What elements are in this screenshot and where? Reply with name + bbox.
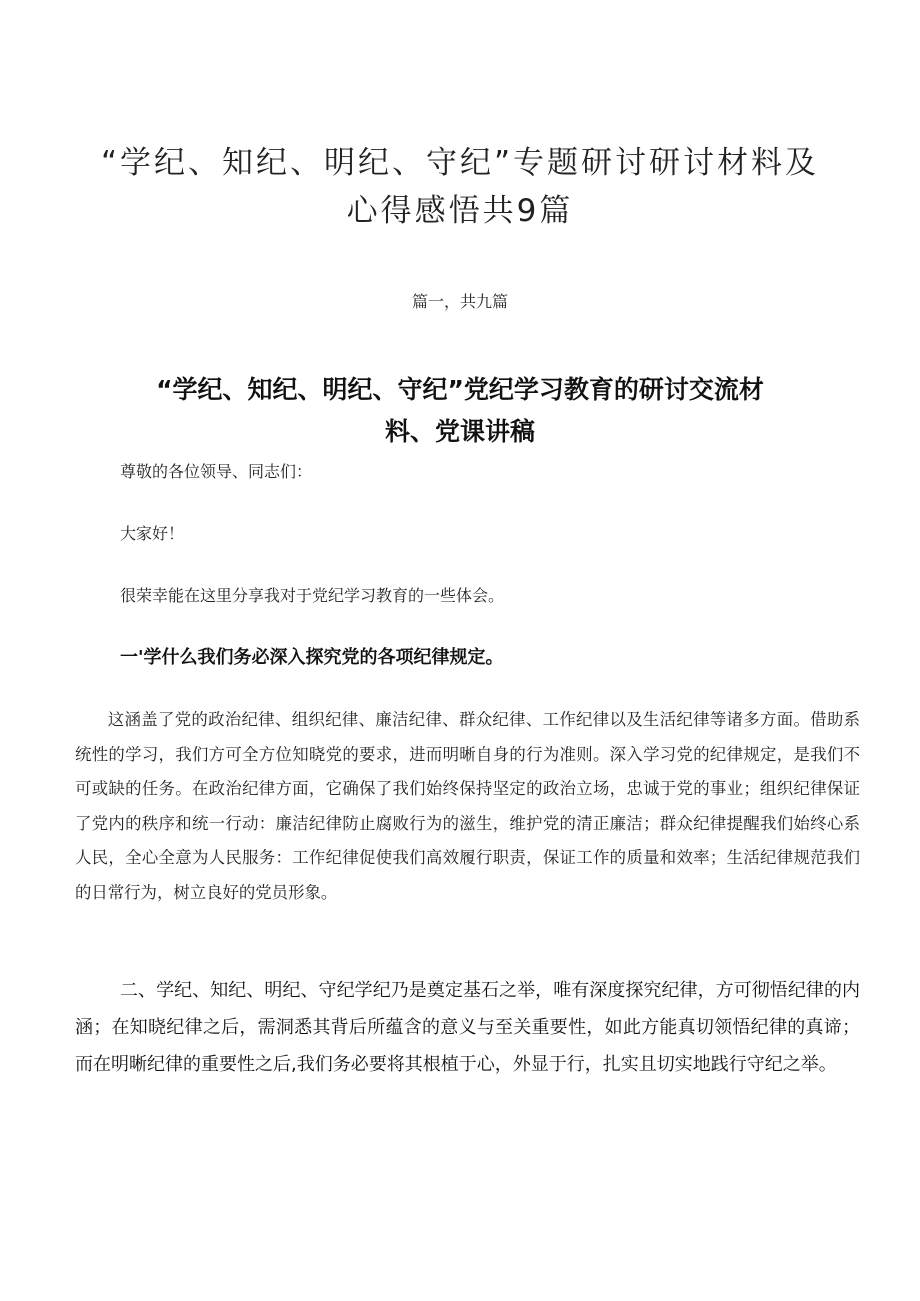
section-1-heading: 一'学什么我们务必深入探究党的各项纪律规定。	[120, 647, 504, 668]
document-title	[60, 139, 860, 235]
greeting: 大家好！	[120, 524, 185, 543]
salutation: 尊敬的各位领导、同志们：	[120, 462, 313, 481]
section-2-body: 二、学纪、知纪、明纪、守纪学纪乃是奠定基石之举，唯有深度探究纪律，方可彻悟纪律的内涵；在知晓纪律之后，需洞悉其背后所蕴含的意义与至关重要性，如此方能真切领悟纪律的真谛；而在明晰纪律的重要性之后,我们务必要将其根植于心，外显于行，扎实且切实地践行守纪之举。	[75, 980, 860, 1075]
document-title-line-1: “学纪、知纪、明纪、守纪”专题研讨研讨材料及	[100, 144, 820, 181]
article-subtitle-line-2: 料、党课讲稿	[384, 416, 535, 446]
article-subtitle	[110, 369, 810, 453]
intro-paragraph: 很荣幸能在这里分享我对于党纪学习教育的一些体会。	[120, 586, 505, 605]
article-subtitle-line-1: “学纪、知纪、明纪、守纪”党纪学习教育的研讨交流材	[156, 374, 764, 404]
document-title-line-2: 心得感悟共9篇	[346, 192, 574, 229]
part-label: 篇一，共九篇	[411, 292, 508, 311]
section-1-body: 这涵盖了党的政治纪律、组织纪律、廉洁纪律、群众纪律、工作纪律以及生活纪律等诸多方面。借助系统性的学习，我们方可全方位知晓党的要求，进而明晰自身的行为准则。深入学习党的纪律规定，是我们不可或缺的任务。在政治纪律方面，它确保了我们始终保持坚定的政治立场，忠诚于党的事业；组织纪律保证了党内的秩序和统一行动：廉洁纪律防止腐败行为的滋生，维护党的清正廉洁；群众纪律提醒我们始终心系人民，全心全意为人民服务：工作纪律促使我们高效履行职责，保证工作的质量和效率；生活纪律规范我们的日常行为，树立良好的党员形象。	[75, 710, 860, 902]
